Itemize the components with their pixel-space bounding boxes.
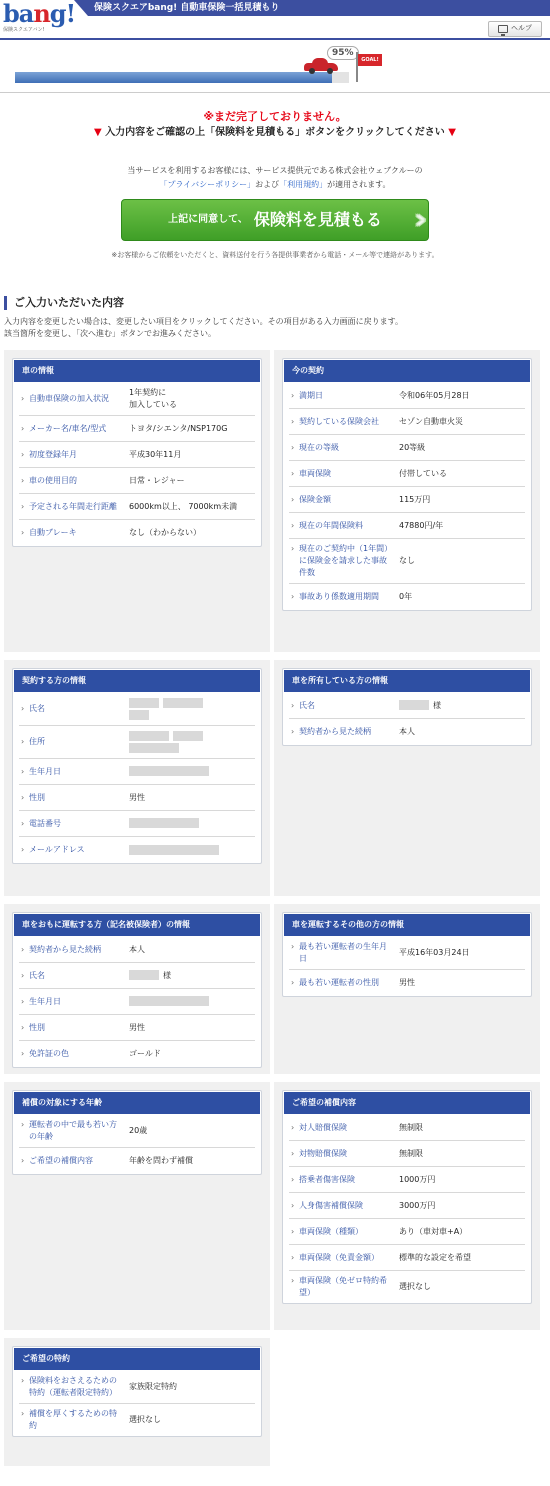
summary-row-key[interactable]: › 運転者の中で最も若い方の年齢: [19, 1115, 123, 1147]
summary-row[interactable]: [19, 1371, 255, 1404]
summary-row-value: 無制限: [399, 1122, 423, 1132]
summary-row[interactable]: [289, 584, 525, 610]
summary-row[interactable]: [289, 1193, 525, 1219]
car-icon: [304, 58, 338, 72]
summary-row-value: [123, 693, 255, 725]
logo-text: bang!: [3, 0, 76, 28]
get-quote-button[interactable]: [121, 199, 429, 241]
summary-row-key[interactable]: › 電話番号: [19, 814, 123, 834]
summary-row-value: 20歳: [129, 1126, 148, 1136]
summary-box: [12, 1090, 262, 1175]
cta-small-label: 上記に同意して、: [168, 214, 248, 226]
summary-row[interactable]: [289, 1271, 525, 1303]
summary-row-value: [123, 840, 255, 860]
summary-box-title: 補償の対象にする年齢: [14, 1092, 260, 1114]
summary-row-key[interactable]: › 搭乗者傷害保険: [289, 1170, 393, 1190]
summary-row[interactable]: [19, 494, 255, 520]
summary-row-value: [123, 814, 255, 834]
summary-row-key[interactable]: › 現在の年間保険料: [289, 516, 393, 536]
summary-row[interactable]: [19, 726, 255, 759]
goal-flag-icon: [356, 52, 382, 82]
summary-row-key[interactable]: › メーカー名/車名/型式: [19, 419, 123, 439]
summary-panel: [4, 350, 270, 652]
summary-row[interactable]: [289, 1167, 525, 1193]
summary-row-value: 年齢を問わず補償: [129, 1156, 193, 1166]
summary-row-key[interactable]: › 車両保険（免責金額）: [289, 1248, 393, 1268]
summary-row[interactable]: [19, 759, 255, 785]
summary-row[interactable]: [19, 837, 255, 863]
summary-row-value: 6000km以上、 7000km未満: [129, 501, 238, 511]
summary-row-value: 3000万円: [399, 1200, 436, 1210]
summary-box: [12, 668, 262, 864]
summary-row-key[interactable]: › 契約している保険会社: [289, 412, 393, 432]
summary-panel: [274, 350, 540, 652]
summary-row[interactable]: [289, 539, 525, 584]
summary-row-value: 無制限: [399, 1148, 423, 1158]
progress-percent: 95%: [327, 46, 359, 60]
bang-logo[interactable]: [3, 0, 76, 37]
summary-row[interactable]: [19, 1115, 255, 1148]
summary-row-value: 様: [123, 966, 255, 986]
summary-row[interactable]: [19, 520, 255, 546]
summary-row[interactable]: [19, 989, 255, 1015]
summary-box-title: 車をおもに運転する方（記名被保険者）の情報: [14, 914, 260, 936]
section-description: [4, 316, 550, 340]
summary-row-key[interactable]: › 住所: [19, 732, 123, 752]
summary-row-key[interactable]: › 保険金額: [289, 490, 393, 510]
logo-subtext: 保険スクエアバン!: [3, 27, 45, 33]
section-desc-line2: 該当箇所を変更し、「次へ進む」ボタンでお進みください。: [4, 329, 216, 339]
summary-row-value: あり（車対車+A）: [399, 1226, 468, 1236]
summary-row-value: 男性: [129, 792, 145, 802]
summary-row-value: 家族限定特約: [129, 1382, 177, 1392]
summary-box-title: ご希望の特約: [14, 1348, 260, 1370]
summary-row-value: 115万円: [399, 494, 431, 504]
summary-row-value: 20等級: [399, 442, 426, 452]
summary-row[interactable]: [289, 1219, 525, 1245]
and-text: および: [255, 180, 280, 189]
redacted-text: [173, 731, 203, 741]
summary-row-value: 平成30年11月: [129, 449, 182, 459]
summary-row-value: 0年: [399, 592, 413, 602]
summary-row-key[interactable]: › メールアドレス: [19, 840, 123, 860]
summary-row-value: 平成16年03月24日: [399, 948, 470, 958]
help-label: ヘルプ: [511, 24, 532, 33]
summary-row-value: 1000万円: [399, 1174, 436, 1184]
summary-row-key[interactable]: › 車両保険（免ゼロ特約希望）: [289, 1271, 393, 1303]
instruction-label: 入力内容をご確認の上「保険料を見積もる」ボタンをクリックしてください: [105, 127, 445, 138]
summary-row-key[interactable]: › 性別: [19, 1018, 123, 1038]
summary-panel: [4, 1338, 270, 1466]
summary-row[interactable]: [289, 435, 525, 461]
summary-box-title: 今の契約: [284, 360, 530, 382]
summary-row[interactable]: [19, 468, 255, 494]
summary-box: [282, 358, 532, 611]
summary-row-key[interactable]: › 契約者から見た続柄: [289, 722, 393, 742]
redacted-text: [129, 731, 169, 741]
terms-notice: [0, 164, 550, 192]
summary-row-key[interactable]: › 満期日: [289, 386, 393, 406]
summary-row-key[interactable]: › 事故あり係数適用期間: [289, 587, 393, 607]
redacted-text: [129, 996, 209, 1006]
terms-notice-line1: 当サービスを利用するお客様には、サービス提供元である株式会社ウェブクルーの: [127, 166, 423, 175]
summary-row-value: 本人: [129, 944, 145, 954]
summary-box-title: 車を運転するその他の方の情報: [284, 914, 530, 936]
summary-row-value: トヨタ/シエンタ/NSP170G: [129, 423, 228, 433]
summary-row-key[interactable]: › 車両保険: [289, 464, 393, 484]
progress-area: [0, 40, 550, 92]
header: [0, 0, 550, 40]
summary-panel: [4, 1082, 270, 1330]
redacted-text: [163, 698, 203, 708]
summary-row-key[interactable]: › 氏名: [19, 966, 123, 986]
summary-row-value: 男性: [129, 1022, 145, 1032]
summary-row-value: 男性: [399, 978, 415, 988]
summary-row[interactable]: [289, 1115, 525, 1141]
notice-tail: が適用されます。: [327, 180, 391, 189]
redacted-text: [129, 970, 159, 980]
summary-row[interactable]: [19, 1041, 255, 1067]
summary-panel: [274, 660, 540, 896]
redacted-text: [129, 818, 199, 828]
triangle-down-icon: ▼: [448, 127, 456, 138]
summary-box-title: 契約する方の情報: [14, 670, 260, 692]
summary-row[interactable]: [19, 937, 255, 963]
summary-row-key[interactable]: › 初度登録年月: [19, 445, 123, 465]
summary-row-key[interactable]: › 自動ブレーキ: [19, 523, 123, 543]
summary-row[interactable]: [289, 937, 525, 970]
summary-row[interactable]: [19, 811, 255, 837]
summary-row[interactable]: [19, 1148, 255, 1174]
summary-box: [282, 1090, 532, 1304]
terms-of-use-link[interactable]: 「利用規約」: [279, 180, 328, 189]
summary-row[interactable]: [19, 383, 255, 416]
summary-row[interactable]: [19, 416, 255, 442]
summary-row-value: セゾン自動車火災: [399, 416, 463, 426]
summary-row-key[interactable]: › 氏名: [19, 699, 123, 719]
summary-panel: [274, 904, 540, 1074]
summary-row-key[interactable]: › 人身傷害補償保険: [289, 1196, 393, 1216]
page-title: 保険スクエアbang! 自動車保険一括見積もり: [88, 0, 550, 16]
summary-row-value: [123, 992, 255, 1012]
summary-row-key[interactable]: › 最も若い運転者の生年月日: [289, 937, 393, 969]
summary-row-key[interactable]: › 生年月日: [19, 992, 123, 1012]
progress-bar: [15, 72, 349, 83]
summary-row-key[interactable]: › 現在の等級: [289, 438, 393, 458]
summary-row[interactable]: [289, 383, 525, 409]
summary-row-value: 標準的な設定を希望: [399, 1252, 471, 1262]
summary-row-key[interactable]: › 契約者から見た続柄: [19, 940, 123, 960]
privacy-policy-link[interactable]: 「プライバシーポリシー」: [159, 180, 256, 189]
redacted-text: [129, 698, 159, 708]
summary-row-value: 付帯している: [399, 468, 447, 478]
summary-row[interactable]: [19, 442, 255, 468]
summary-row[interactable]: [289, 1141, 525, 1167]
summary-row-key[interactable]: › ご希望の補償内容: [19, 1151, 123, 1171]
summary-row[interactable]: [289, 487, 525, 513]
summary-panel: [274, 1082, 540, 1330]
summary-box-title: 車を所有している方の情報: [284, 670, 530, 692]
goal-label: GOAL!: [358, 54, 382, 66]
summary-box: [282, 912, 532, 997]
summary-row[interactable]: [19, 1404, 255, 1436]
summary-row-key[interactable]: › 氏名: [289, 696, 393, 716]
incomplete-warning: ※まだ完了しておりません。: [203, 110, 347, 123]
summary-row-key[interactable]: › 対人賠償保険: [289, 1118, 393, 1138]
summary-box: [12, 1346, 262, 1437]
section-desc-line1: 入力内容を変更したい場合は、変更したい項目をクリックしてください。その項目がある入力画面に戻ります。: [4, 317, 404, 327]
instruction-text: [0, 125, 550, 141]
summary-row[interactable]: [19, 1015, 255, 1041]
summary-row-key[interactable]: › 現在のご契約中（1年間）に保険金を請求した事故件数: [289, 539, 393, 583]
summary-row-key[interactable]: › 対物賠償保険: [289, 1144, 393, 1164]
summary-row-key[interactable]: › 車の使用目的: [19, 471, 123, 491]
summary-row[interactable]: [19, 693, 255, 726]
summary-row-value: 本人: [399, 727, 415, 737]
summary-row[interactable]: [289, 461, 525, 487]
summary-row[interactable]: [289, 1245, 525, 1271]
summary-row-key[interactable]: › 予定される年間走行距離: [19, 497, 123, 517]
summary-box-title: ご希望の補償内容: [284, 1092, 530, 1114]
summary-row-value: なし: [399, 556, 415, 566]
redacted-text: [399, 700, 429, 710]
redacted-text: [129, 743, 179, 753]
summary-row[interactable]: [19, 963, 255, 989]
summary-box: [12, 358, 262, 547]
cta-big-label: 保険料を見積もる: [253, 210, 382, 230]
cta-note: ※お客様からご依頼をいただくと、資料送付を行う各提供事業者から電話・メール等で連絡があります。: [111, 251, 439, 259]
summary-row[interactable]: [289, 513, 525, 539]
alert-area: [0, 92, 550, 260]
summary-row-key[interactable]: › 車両保険（種類）: [289, 1222, 393, 1242]
summary-row-value: 47880円/年: [399, 520, 444, 530]
section-title: ご入力いただいた内容: [4, 296, 550, 310]
summary-row-key[interactable]: › 最も若い運転者の性別: [289, 973, 393, 993]
summary-row-value: [123, 762, 255, 782]
summary-row-key[interactable]: › 免許証の色: [19, 1044, 123, 1064]
summary-row-value: 日常・レジャー: [129, 475, 185, 485]
summary-row[interactable]: [289, 409, 525, 435]
summary-panel: [4, 904, 270, 1074]
summary-row[interactable]: [19, 785, 255, 811]
summary-panel: [4, 660, 270, 896]
summary-row-value: [123, 726, 255, 758]
help-button[interactable]: [488, 21, 542, 37]
redacted-text: [129, 710, 149, 720]
progress-bar-fill: [15, 72, 332, 83]
summary-row-value: なし（わからない）: [129, 528, 201, 538]
summary-row-key[interactable]: › 補償を厚くするための特約: [19, 1404, 123, 1436]
summary-row-value: 選択なし: [129, 1415, 161, 1425]
summary-row-value: ゴールド: [129, 1049, 161, 1059]
summary-row[interactable]: [289, 970, 525, 996]
summary-box: [282, 668, 532, 746]
summary-row-key[interactable]: › 生年月日: [19, 762, 123, 782]
summary-row[interactable]: [289, 719, 525, 745]
summary-grid: [0, 340, 550, 1465]
summary-row-key[interactable]: › 自動車保険の加入状況: [19, 389, 123, 409]
summary-row-value: 様: [393, 696, 525, 716]
triangle-down-icon: ▼: [94, 127, 102, 138]
summary-row-key[interactable]: › 性別: [19, 788, 123, 808]
summary-row-key[interactable]: › 保険料をおさえるための特約（運転者限定特約）: [19, 1371, 123, 1403]
summary-row-value: 令和06年05月28日: [399, 390, 470, 400]
redacted-text: [129, 845, 219, 855]
summary-box-title: 車の情報: [14, 360, 260, 382]
summary-row-value: 1年契約に 加入している: [129, 388, 177, 410]
redacted-text: [129, 766, 209, 776]
summary-row[interactable]: [289, 693, 525, 719]
summary-box: [12, 912, 262, 1068]
summary-row-value: 選択なし: [399, 1282, 431, 1292]
monitor-icon: [498, 25, 508, 33]
